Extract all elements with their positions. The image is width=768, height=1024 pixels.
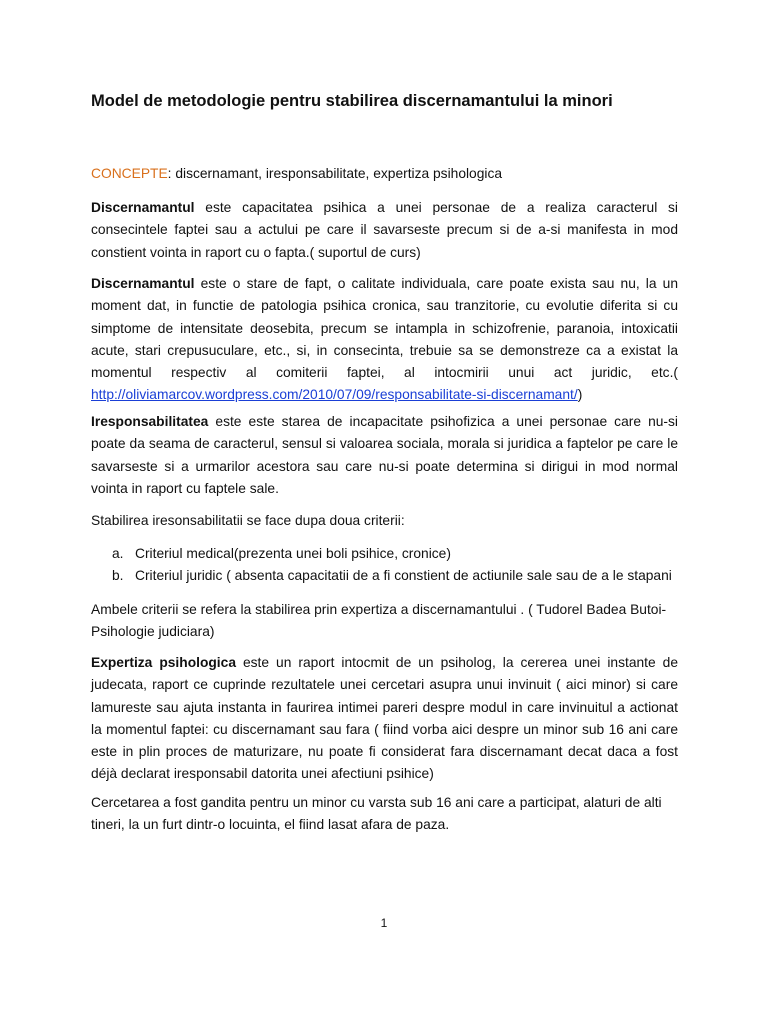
paragraph-text: este o stare de fapt, o calitate individuala, care poate exista sau nu, la un moment dat, in functie de patologia psihica cronica, sau tranzitorie, cu evolutie diferita si cu simptome de intensitate deosebita, precum se intampla in schizofrenie, paranoia, intoxicatii acute, stari crepusuculare, etc., si, in consecinta, trebuie sa se demonstreze ca a existat la momentul respectiv al comiterii faptei, al intocmirii unui act juridic, etc.( [91,276,678,381]
concepts-line [91,163,678,185]
paragraph-text-end: ) [577,387,583,403]
paragraph-iresponsabilitate [91,411,678,500]
term-iresponsabilitatea: Iresponsabilitatea [91,414,209,429]
list-item [112,565,692,587]
list-item-text: Criteriul juridic ( absenta capacitatii de a fi constient de actiunile sale sau de a le stapani [135,568,672,584]
source-link[interactable]: http://oliviamarcov.wordpress.com/2010/07/09/responsabilitate-si-discernamant/ [91,387,578,403]
list-marker: b. [112,568,124,584]
list-marker: a. [112,546,124,561]
term-discernamantul: Discernamantul [91,200,195,215]
term-discernamantul: Discernamantul [91,276,195,291]
paragraph-both-criteria: Ambele criterii se refera la stabilirea prin expertiza a discernamantului . ( Tudorel Badea Butoi-Psihologie judiciara) [91,602,667,640]
paragraph-text: este este starea de incapacitate psihofizica a unei personae care nu-si poate da seama de caracterul, sensul si valoarea sociala, morala si juridica a faptelor pe care le savarseste si a urmarilor acestora sau care nu-si poate determina si dirigui in mod normal vointa in raport cu faptele sale. [91,414,678,496]
concepts-text: : discernamant, iresponsabilitate, expertiza psihologica [167,166,503,181]
paragraph-discernamant-definition [91,197,678,264]
page-number: 1 [380,916,388,930]
paragraph-criteria-intro: Stabilirea iresonsabilitatii se face dupa doua criterii: [91,513,405,528]
list-item-text: Criteriul medical(prezenta unei boli psihice, cronice) [135,546,451,561]
document-title: Model de metodologie pentru stabilirea discernamantului la minori [91,92,613,110]
criteria-list [112,543,692,588]
paragraph-text: este un raport intocmit de un psiholog, la cererea unei instante de judecata, raport ce cuprinde rezultatele unei cercetari asupra unui invinuit ( aici minor) si care lamureste sau ajuta instanta in faurirea intimei pareri despre modul in care invinuitul a actionat la momentul faptei: cu discernamant sau fara ( fiind vorba aici despre un minor sub 16 ani care este in plin proces de maturizare, nu poate fi considerat fara discernamant decat daca a fost déjà declarat iresponsabil datorita unei afectiuni psihice) [91,655,678,782]
paragraph-discernamant-state [91,273,678,407]
term-expertiza-psihologica: Expertiza psihologica [91,655,236,670]
concepts-label: CONCEPTE [91,166,168,181]
paragraph-research-case: Cercetarea a fost gandita pentru un minor cu varsta sub 16 ani care a participat, alaturi de alti tineri, la un furt dintr-o locuinta, el fiind lasat afara de paza. [91,795,662,833]
paragraph-text: este capacitatea psihica a unei personae de a realiza caracterul si consecintele faptei sau a actului pe care il savarseste precum si de a-si manifesta in mod constient vointa in raport cu o fapta.( suportul de curs) [91,200,678,260]
list-item [112,543,692,565]
paragraph-expertiza [91,652,678,786]
